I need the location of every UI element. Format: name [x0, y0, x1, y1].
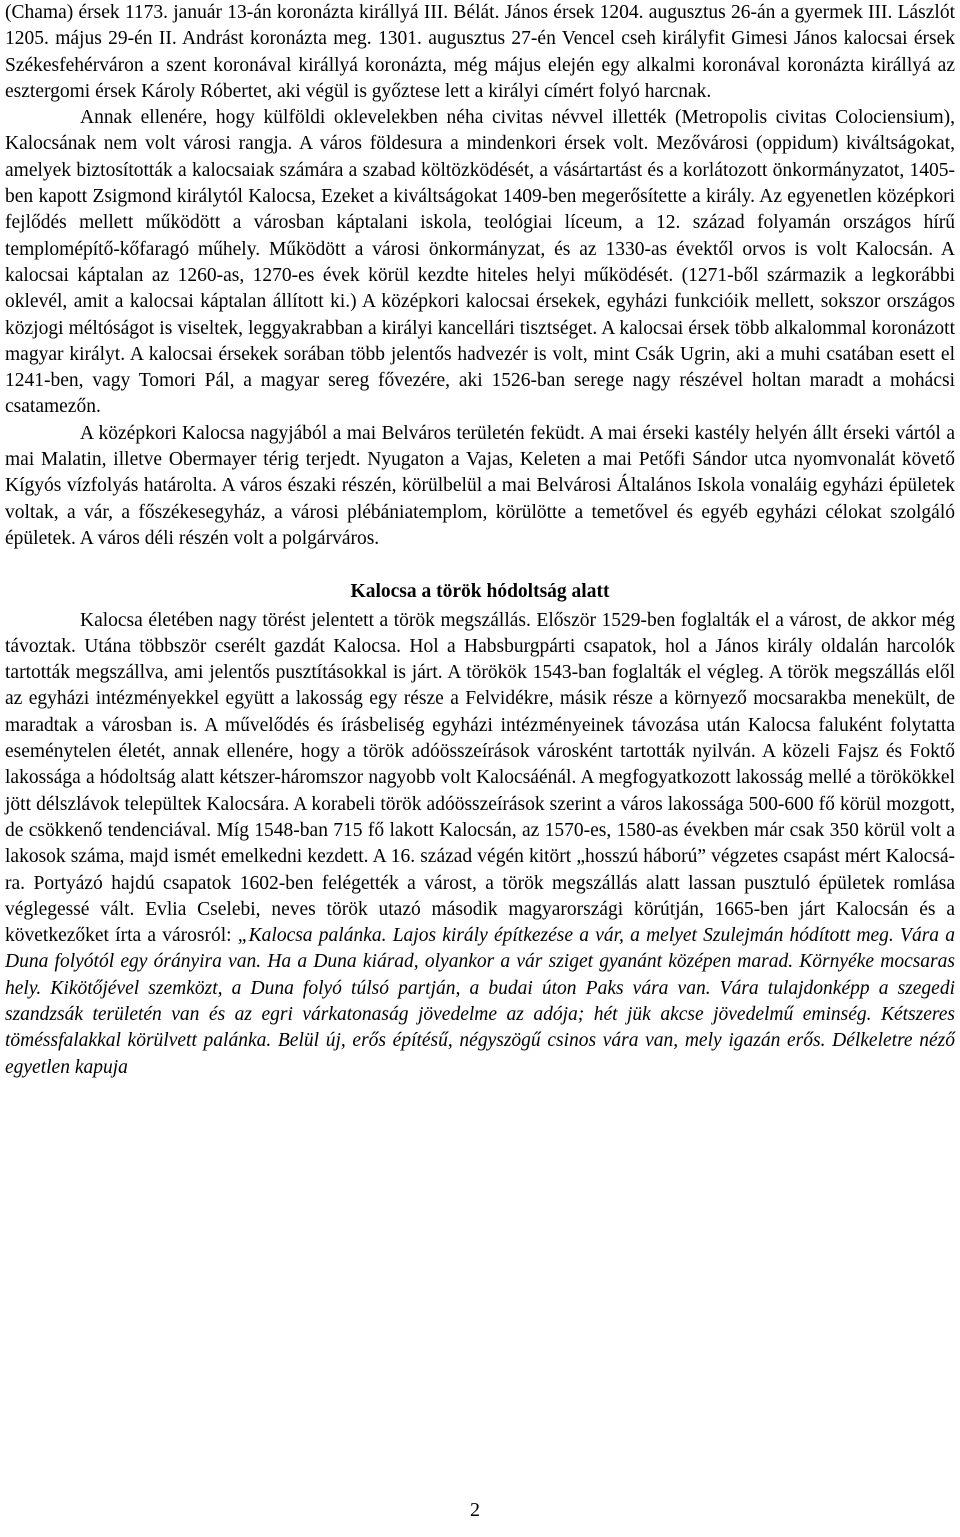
paragraph-town-status: Annak ellenére, hogy külföldi oklevelekben néha civitas névvel illették (Metropolis civitas Colociensium), Kalocsának nem volt városi rangja. A város földesura a mindenkori érsek volt. Mezővárosi (oppidum) kiváltságokat, amelyek biztosították a kalocsaiak számára a szabad költözködését, a vásártartást és a korlátozott önkormányzatot, 1405-ben kapott Zsigmond királytól Kalocsa, Ezeket a kiváltságokat 1409-ben megerősítette a király. Az egyenetlen középkori fejlődés mellett működött a városban káptalani iskola, teológiai líceum, a 12. század folyamán országos hírű templomépítő-kőfaragó műhely. Működött a városi önkormányzat, és az 1330-as évektől orvos is volt Kalocsán. A kalocsai káptalan az 1260-as, 1270-es évek körül kezdte hiteles helyi működését. (1271-ből származik a legkorábbi oklevél, amit a kalocsai káptalan állított ki.) A középkori kalocsai érsekek, egyházi funkcióik mellett, sokszor országos közjogi méltóságot is viseltek, leggyakrabban a királyi kancellári tisztséget. A kalocsai érsek több alkalommal koronázott magyar királyt. A kalocsai érsekek sorában több jelentős hadvezér is volt, mint Csák Ugrin, aki a muhi csatában esett el 1241-ben, vagy Tomori Pál, a magyar sereg fővezére, aki 1526-ban serege nagy részével holtan maradt a mohácsi csatamezőn. [5, 107, 955, 418]
paragraph-ottoman-era [5, 608, 955, 1081]
paragraph-medieval-layout: A középkori Kalocsa nagyjából a mai Belváros területén feküdt. A mai érseki kastély helyén állt érseki vártól a mai Malatin, illetve Obermayer térig terjedt. Nyugaton a Vajas, Keleten a mai Petőfi Sándor utca nyomvonalát követő Kígyós vízfolyás határolta. A város északi részén, körülbelül a mai Belvárosi Általános Iskola vonaláig egyházi épületek voltak, a vár, a főszékesegyház, a városi plébániatemplom, körülötte a temetővel és egyéb egyházi célokat szolgáló épületek. A város déli részén volt a polgárváros. [5, 422, 955, 549]
paragraph-ottoman-text: Kalocsa életében nagy törést jelentett a török megszállás. Először 1529-ben foglalták el a várost, de akkor még távoztak. Utána többször cserélt gazdát Kalocsa. Hol a Habsburgpárti csapatok, hol a János király oldalán harcolók tartották megszállva, ami jelentős pusztításokkal is járt. A törökök 1543-ban foglalták el végleg. A török megszállás elől az egyházi intézményekkel együtt a lakosság egy része a Felvidékre, másik része a környező mocsarakba menekült, de maradtak a városban is. A művelődés és írásbeliség egyházi intézményeinek távozása után Kalocsa faluként folytatta eseménytelen életét, annak ellenére, hogy a török adóösszeírások városként tartották nyilván. A közeli Fajsz és Foktő lakossága a hódoltság alatt kétszer-háromszor nagyobb volt Kalocsáénál. A megfogyatkozott lakosság mellé a törökökkel jött délszlávok települtek Kalocsára. A korabeli török adóösszeírások szerint a város lakossága 500-600 fő körül mozgott, de csökkenő tendenciával. Míg 1548-ban 715 fő lakott Kalocsán, az 1570-es, 1580-as években már csak 350 körül volt a lakosok száma, majd ismét emelkedni kezdett. A 16. század végén kitört „hosszú háború” végzetes csapást mért Kalocsára. Portyázó hajdú csapatok 1602-ben felégették a várost, a török megszállás alatt lassan pusztuló épületek romlása véglegessé vált. Evlia Cselebi, neves török utazó második magyarországi körútján, 1665-ben járt Kalocsán és a következőket írta a városról: [5, 609, 955, 947]
document-page [5, 0, 955, 1537]
paragraph-coronations: (Chama) érsek 1173. január 13-án koronázta királlyá III. Bélát. János érsek 1204. augusztus 26-án a gyermek III. Lászlót 1205. május 29-én II. Andrást koronázta meg. 1301. augusztus 27-én Vencel cseh királyfit Gimesi János kalocsai érsek Székesfehérváron a szent koronával királlyá koronázta, még május elején egy alkalmi koronával koronázta királlyá az esztergomi érsek Károly Róbertet, aki végül is győztese lett a királyi címért folyó harcnak. [5, 2, 955, 102]
section-heading: Kalocsa a török hódoltság alatt [350, 581, 610, 603]
cselebi-quote: „Kalocsa palánka. Lajos király építkezése a vár, a melyet Szulejmán hódított meg. Vára a Duna folyótól egy órányira van. Ha a Duna kiárad, olyankor a vár sziget gyanánt középen marad. Környéke mocsaras hely. Kikötőjével szemközt, a Duna folyó túlsó partján, a budai úton Paks vára van. Vára tulajdonképp a szegedi szandzsák területén van és az egri várkatonaság jövedelme az adója; hét jük akcse jövedelmű eminség. Kétszeres töméssfalakkal körülvett palánka. Belül új, erős építésű, négyszögű csinos vára van, mely igazán erős. Délkeletre néző egyetlen kapuja [5, 925, 955, 1078]
page-number: 2 [470, 1499, 480, 1521]
